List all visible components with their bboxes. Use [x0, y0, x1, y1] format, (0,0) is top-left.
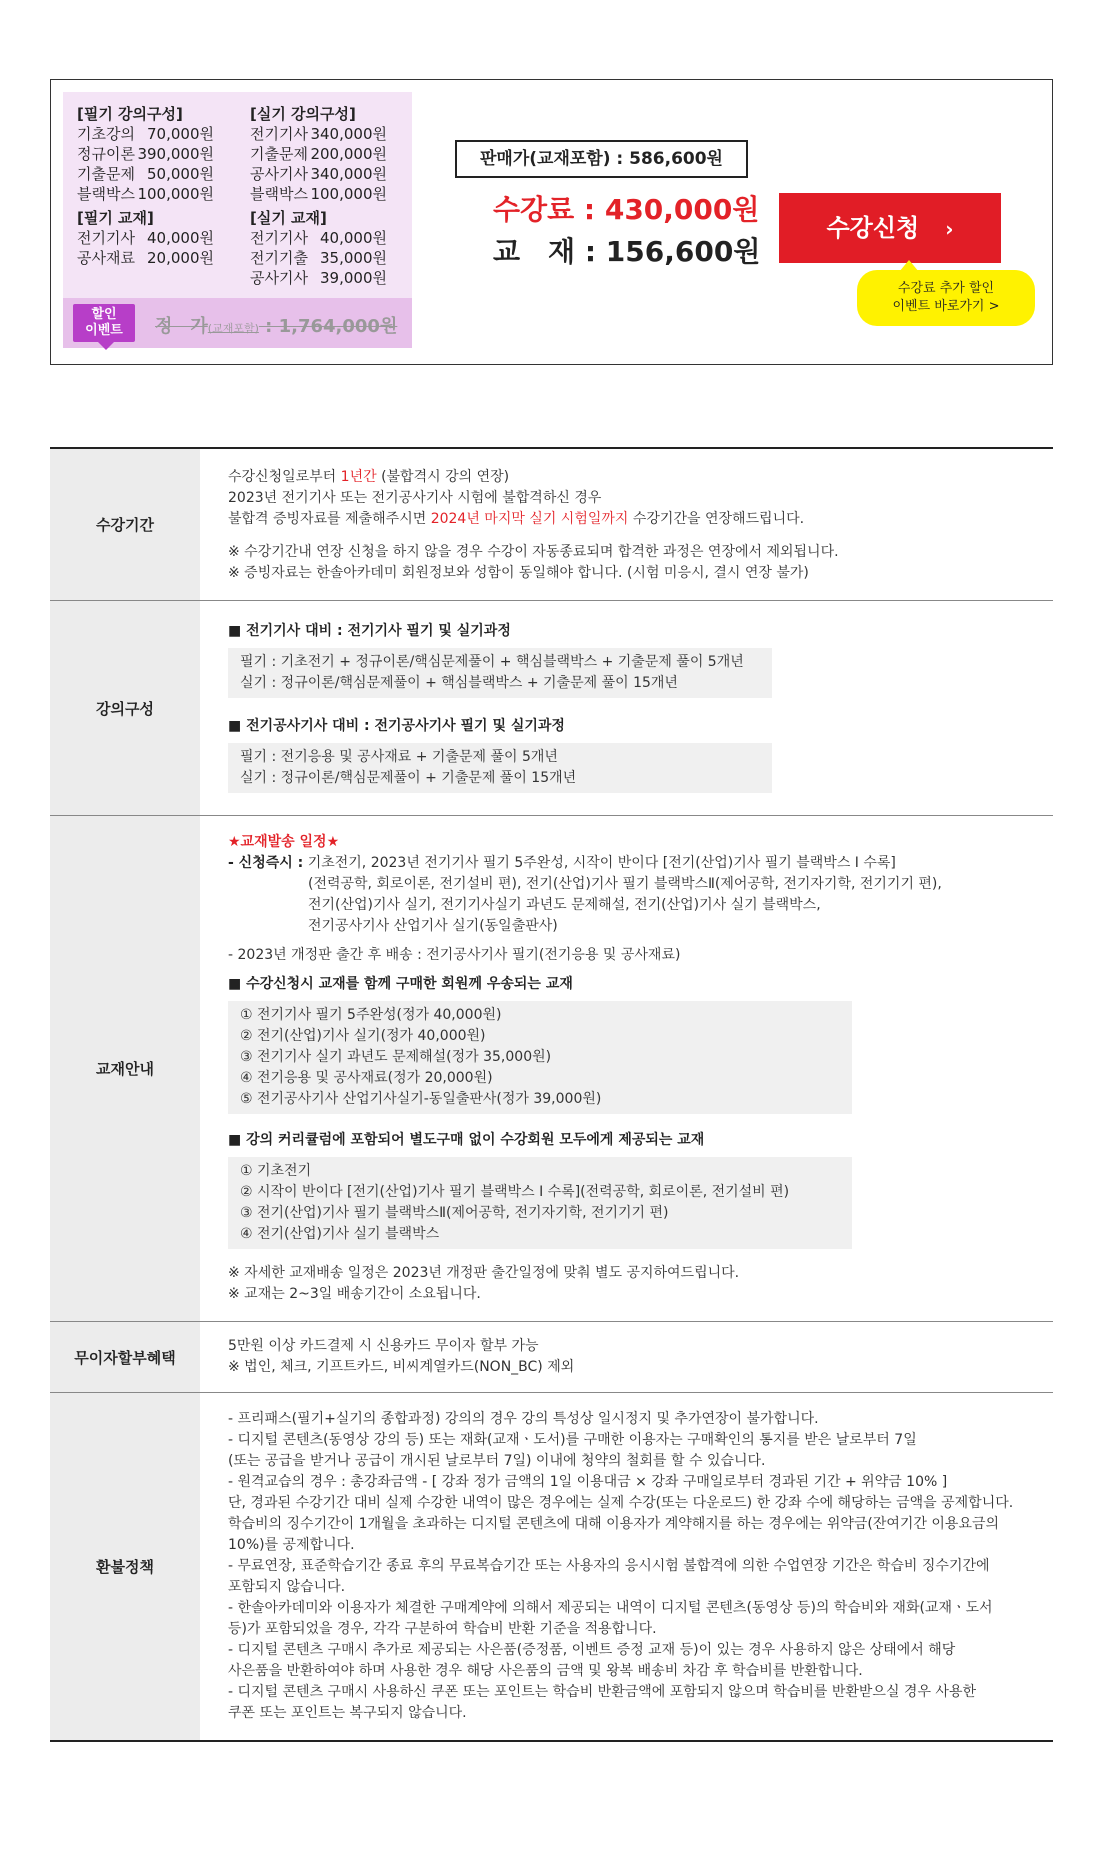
chevron-right-icon: ›: [945, 217, 954, 241]
badge-tail: [98, 342, 114, 350]
practical-lecture-list: [250, 104, 387, 204]
price-row: 블랙박스 100,000원: [77, 185, 214, 203]
price-breakdown-panel: [63, 92, 412, 346]
price-box: [50, 79, 1053, 365]
row-label: 무이자할부혜택: [50, 1322, 200, 1392]
period-content: 수강신청일로부터 1년간 (불합격시 강의 연장) 2023년 전기기사 또는 전기공사기사 시험에 불합격하신 경우 불합격 증빙자료를 제출해주시면 2024년 마지막 실기 시험일까지 수강기간을 연장해드립니다. ※ 수강기간내 연장 신청을 하지 않을 경우 수강이 자동종료되며 합격한 과정은 연장에서 제외됩니다. ※ 증빙자료는 한솔아카데미 회원정보와 성함이 동일해야 합니다. (시험 미응시, 결시 연장 불가): [228, 469, 839, 581]
sale-price: 판매가(교재포함) : 586,600원: [455, 140, 748, 178]
practical-lecture-title: [실기 강의구성]: [250, 105, 356, 123]
price-row: 전기기사 40,000원: [77, 229, 214, 247]
discount-event-badge: 할인 이벤트: [73, 304, 135, 342]
purchased-books-box: [228, 1001, 852, 1114]
row-course: [50, 601, 1053, 816]
list-item: ① 전기기사 필기 5주완성(정가 40,000원): [240, 1007, 502, 1023]
tuition-price: 수강료 : 430,000원: [493, 193, 760, 226]
installment-content: 5만원 이상 카드결제 시 신용카드 무이자 할부 가능 ※ 법인, 체크, 기프트카드, 비씨계열카드(NON_BC) 제외: [228, 1338, 575, 1375]
course-detail-box: 필기 : 기초전기 + 정규이론/핵심문제풀이 + 핵심블랙박스 + 기출문제 풀이 5개년 실기 : 정규이론/핵심문제풀이 + 핵심블랙박스 + 기출문제 풀이 15개년: [228, 648, 772, 698]
discount-bar: [63, 298, 412, 348]
row-period: [50, 449, 1053, 601]
row-books: [50, 816, 1053, 1322]
practical-books-list: [250, 208, 387, 288]
price-row: 기초강의 70,000원: [77, 125, 214, 143]
event-link-bubble[interactable]: 수강료 추가 할인 이벤트 바로가기 >: [857, 270, 1035, 326]
list-item: ③ 전기(산업)기사 필기 블랙박스Ⅱ(제어공학, 전기자기학, 전기기기 편): [240, 1205, 669, 1221]
course-content: ■ 전기기사 대비 : 전기기사 필기 및 실기과정 필기 : 기초전기 + 정규이론/핵심문제풀이 + 핵심블랙박스 + 기출문제 풀이 5개년 실기 : 정규이론/핵심문제풀이 + 핵심블랙박스 + 기출문제 풀이 15개년 ■ 전기공사기사 대비 : 전기공사기사 필기 및 실기과정 필기 : 전기응용 및 공사재료 + 기출문제 풀이 5개년 실기 : 정규이론/핵심문제풀이 + 기출문제 풀이 15개년: [200, 601, 1053, 815]
row-label: 강의구성: [50, 601, 200, 815]
apply-button[interactable]: 수강신청 ›: [779, 193, 1001, 263]
schedule-title: ★교재발송 일정★: [228, 834, 340, 850]
price-row: 공사기사 39,000원: [250, 269, 387, 287]
price-row: 정규이론 390,000원: [77, 145, 214, 163]
price-row: 기출문제 50,000원: [77, 165, 214, 183]
refund-content: - 프리패스(필기+실기의 종합과정) 강의의 경우 강의 특성상 일시정지 및 추가연장이 불가합니다. - 디지털 콘텐츠(동영상 강의 등) 또는 재화(교재ㆍ도서)를 구매한 이용자는 구매확인의 통지를 받은 날로부터 7일 (또는 공급을 받거나 공급이 개시된 날로부터 7일) 이내에 청약의 철회를 할 수 있습니다. - 원격교습의 경우 : 총강좌금액 - [ 강좌 정가 금액의 1일 이용대금 × 강좌 구매일로부터 경과된 기간 + 위약금 10% ] 단, 경과된 수강기간 대비 실제 수강한 내역이 많은 경우에는 실제 수강(또는 다운로드) 한 강좌 수에 해당하는 금액을 공제합니다. 학습비의 징수기간이 1개월을 초과하는 디지털 콘텐츠에 대해 이용자가 계약해지를 하는 경우에는 위약금(잔여기간 이용요금의 10%)를 공제합니다. - 무료연장, 표준학습기간 종료 후의 무료복습기간 또는 사용자의 응시시험 불합격에 의한 수업연장 기간은 학습비 징수기간에 포함되지 않습니다. - 한솔아카데미와 이용자가 체결한 구매계약에 의해서 제공되는 내역이 디지털 콘텐츠(동영상 등)의 학습비와 재화(교재ㆍ도서 등)가 포함되었을 경우, 각각 구분하여 학습비 반환 기준을 적용합니다. - 디지털 콘텐츠 구매시 추가로 제공되는 사은품(증정품, 이벤트 증정 교재 등)이 있는 경우 사용하지 않은 상태에서 해당 사은품을 반환하여야 하며 사용한 경우 해당 사은품의 금액 및 왕복 배송비 차감 후 학습비를 반환합니다. - 디지털 콘텐츠 구매시 사용하신 쿠폰 또는 포인트는 학습비 반환금액에 포함되지 않으며 학습비를 반환받으실 경우 사용한 쿠폰 또는 포인트는 복구되지 않습니다.: [228, 1411, 1014, 1721]
row-refund: [50, 1393, 1053, 1740]
written-books-title: [필기 교재]: [77, 209, 154, 227]
row-label: 환불정책: [50, 1393, 200, 1740]
free-books-box: [228, 1157, 852, 1249]
list-item: ④ 전기(산업)기사 실기 블랙박스: [240, 1226, 440, 1242]
list-item: ④ 전기응용 및 공사재료(정가 20,000원): [240, 1070, 493, 1086]
written-lecture-title: [필기 강의구성]: [77, 105, 183, 123]
price-row: 전기기출 35,000원: [250, 249, 387, 267]
row-installment: [50, 1322, 1053, 1393]
price-row: 기출문제 200,000원: [250, 145, 387, 163]
price-row: 전기기사 40,000원: [250, 229, 387, 247]
list-item: ② 전기(산업)기사 실기(정가 40,000원): [240, 1028, 486, 1044]
course-detail-box: 필기 : 전기응용 및 공사재료 + 기출문제 풀이 5개년 실기 : 정규이론/핵심문제풀이 + 기출문제 풀이 15개년: [228, 743, 772, 793]
regular-price: 정 가(교재포함) : 1,764,000원: [155, 316, 398, 337]
price-row: 공사기사 340,000원: [250, 165, 387, 183]
written-books-list: [77, 208, 214, 268]
list-item: ② 시작이 반이다 [전기(산업)기사 필기 블랙박스 Ⅰ 수록](전력공학, 회로이론, 전기설비 편): [240, 1184, 790, 1200]
row-label: 수강기간: [50, 449, 200, 600]
list-item: ① 기초전기: [240, 1163, 312, 1179]
written-lecture-list: [77, 104, 214, 204]
price-row: 공사재료 20,000원: [77, 249, 214, 267]
list-item: ③ 전기기사 실기 과년도 문제해설(정가 35,000원): [240, 1049, 552, 1065]
price-row: 전기기사 340,000원: [250, 125, 387, 143]
books-price: 교 재 : 156,600원: [493, 235, 761, 268]
books-content: ★교재발송 일정★ - 신청즉시 : 기초전기, 2023년 전기기사 필기 5주완성, 시작이 반이다 [전기(산업)기사 필기 블랙박스 Ⅰ 수록] (전력공학, 회로이론, 전기설비 편), 전기(산업)기사 필기 블랙박스Ⅱ(제어공학, 전기자기학, 전기기기 편), 전기(산업)기사 실기, 전기기사실기 과년도 문제해설, 전기(산업)기사 실기 블랙박스, 전기공사기사 산업기사 실기(동일출판사) - 2023년 개정판 출간 후 배송 : 전기공사기사 필기(전기응용 및 공사재료) ■ 수강신청시 교재를 함께 구매한 회원께 우송되는 교재 ① 전기기사 필기 5주완성(정가 40,000원) ② 전기(산업)기사 실기(정가 40,000원) ③ 전기기사 실기 과년도 문제해설(정가 35,000원) ④ 전기응용 및 공사재료(정가 20,000원) ⑤ 전기공사기사 산업기사실기-동일출판사(정가 39,000원) ■ 강의 커리큘럼에 포함되어 별도구매 없이 수강회원 모두에게 제공되는 교재 ① 기초전기 ② 시작이 반이다 [전기(산업)기사 필기 블랙박스 Ⅰ 수록](전력공학, 회로이론, 전기설비 편) ③ 전기(산업)기사 필기 블랙박스Ⅱ(제어공학, 전기자기학, 전기기기 편) ④ 전기(산업)기사 실기 블랙박스 ※ 자세한 교재배송 일정은 2023년 개정판 출간일정에 맞춰 별도 공지하여드립니다. ※ 교재는 2~3일 배송기간이 소요됩니다.: [200, 816, 1053, 1321]
practical-books-title: [실기 교재]: [250, 209, 327, 227]
row-label: 교재안내: [50, 816, 200, 1321]
info-table: [50, 447, 1053, 1742]
price-row: 블랙박스 100,000원: [250, 185, 387, 203]
list-item: ⑤ 전기공사기사 산업기사실기-동일출판사(정가 39,000원): [240, 1091, 602, 1107]
